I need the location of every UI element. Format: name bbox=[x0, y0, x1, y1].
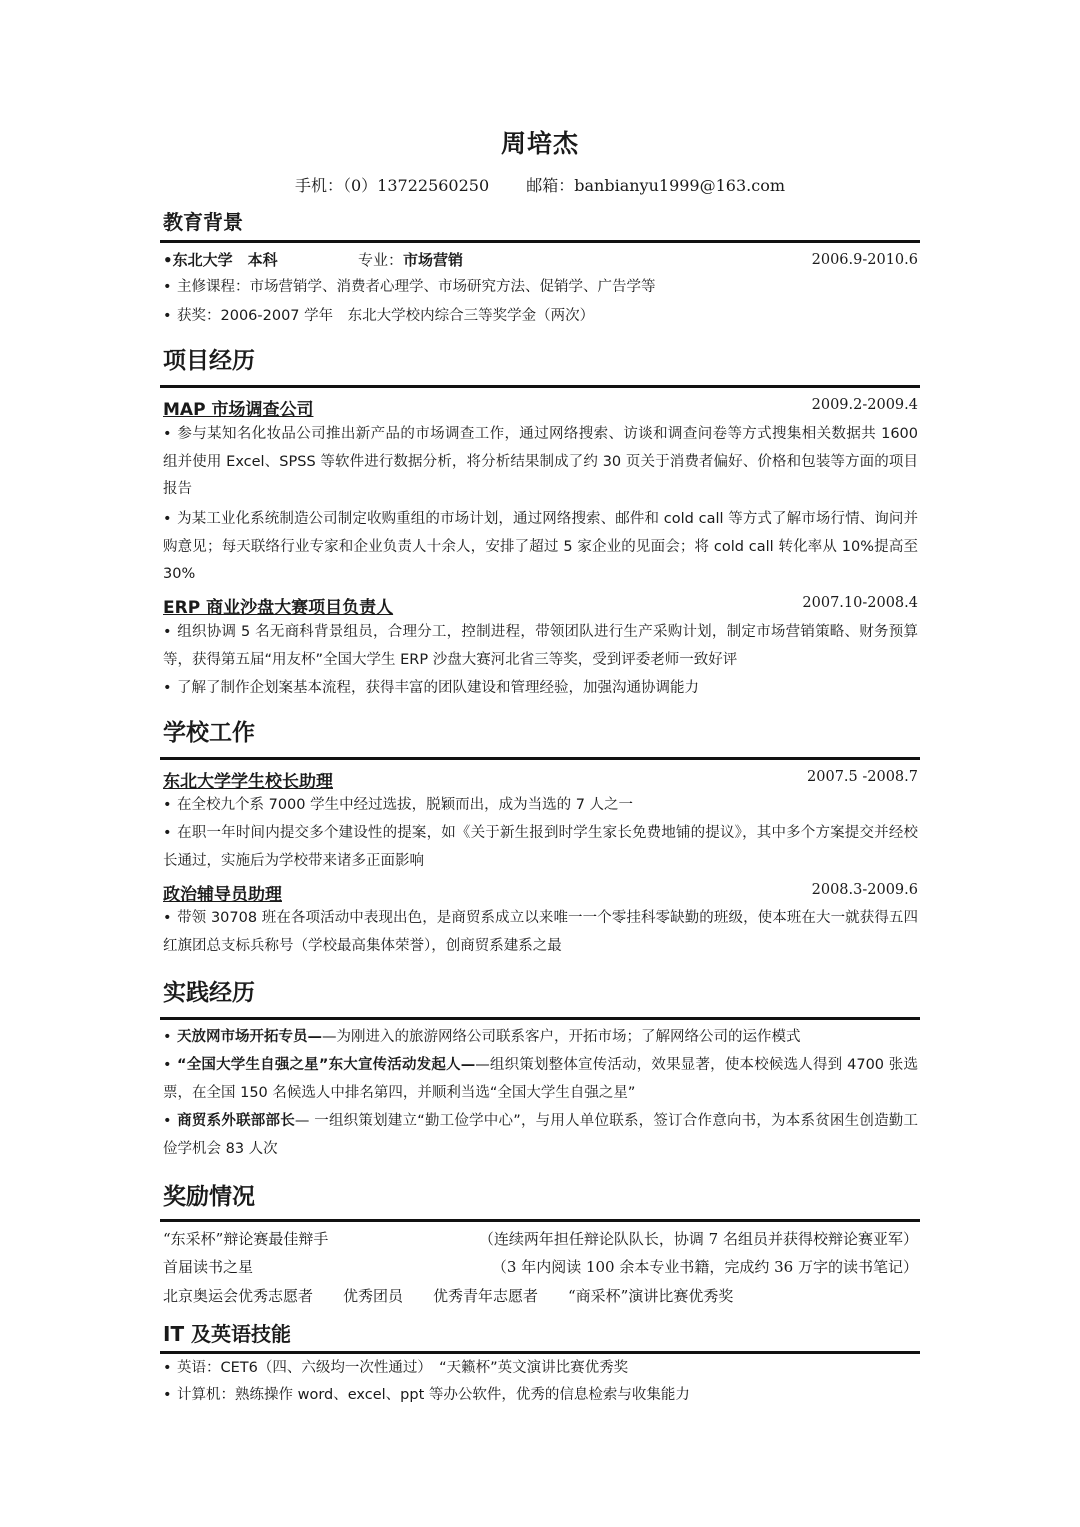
education-row bbox=[163, 250, 918, 270]
education-date: 2006.9-2010.6 bbox=[811, 252, 918, 268]
role-date: 2008.3-2009.6 bbox=[811, 882, 918, 898]
candidate-name: 周培杰 bbox=[500, 129, 579, 158]
award-name: 首届读书之星 bbox=[163, 1258, 254, 1276]
award-name: “东采杯”辩论赛最佳辩手 bbox=[163, 1230, 329, 1248]
section-title-skills: IT 及英语技能 bbox=[163, 1322, 292, 1346]
role-date: 2007.5 -2008.7 bbox=[807, 769, 918, 785]
major-label: 专业： bbox=[358, 251, 404, 269]
section-divider bbox=[160, 385, 920, 388]
section-divider bbox=[160, 240, 920, 243]
skill-item: • 计算机：熟练操作 word、excel、ppt 等办公软件，优秀的信息检索与收集能力 bbox=[163, 1387, 690, 1403]
project-date: 2007.10-2008.4 bbox=[802, 595, 918, 611]
major: 市场营销 bbox=[403, 251, 464, 269]
practice-item: • “全国大学生自强之星”东大宣传活动发起人——组织策划整体宣传活动，效果显著，使本校候选人得到 4700 张选票，在全国 150 名候选人中排名第四，并顺利当选“全国大学生自强之星” bbox=[163, 1057, 918, 1101]
award-note: （连续两年担任辩论队队长，协调 7 名组员并获得校辩论赛亚军） bbox=[478, 1230, 918, 1248]
role-bullet: • 在职一年时间内提交多个建设性的提案，如《关于新生报到时学生家长免费地铺的提议》，其中多个方案提交并经校长通过，实施后为学校带来诸多正面影响 bbox=[163, 825, 918, 869]
role-name: 政治辅导员助理 bbox=[163, 885, 282, 905]
section-divider bbox=[160, 1351, 920, 1354]
role-bullet: • 在全校九个系 7000 学生中经过选拔，脱颖而出，成为当选的 7 人之一 bbox=[163, 797, 634, 813]
practice-item: • 天放网市场开拓专员——为刚进入的旅游网络公司联系客户，开拓市场；了解网络公司的运作模式 bbox=[163, 1029, 801, 1045]
role-name: 东北大学学生校长助理 bbox=[163, 772, 333, 792]
project-bullet: • 为某工业化系统制造公司制定收购重组的市场计划，通过网络搜索、邮件和 cold call 等方式了解市场行情、询问并购意见；每天联络行业专家和企业负责人十余人，安排了超过 5 家企业的见面会；将 cold call 转化率从 10%提高至 30% bbox=[163, 511, 918, 582]
section-divider bbox=[160, 1017, 920, 1020]
project-bullet: • 参与某知名化妆品公司推出新产品的市场调查工作，通过网络搜索、访谈和调查问卷等方式搜集相关数据共 1600 组并使用 Excel、SPSS 等软件进行数据分析，将分析结果制成了约 30 页关于消费者偏好、价格和包装等方面的项目报告 bbox=[163, 426, 918, 497]
practice-item: • 商贸系外联部部长— 一组织策划建立“勤工俭学中心”，与用人单位联系，签订合作意向书，为本系贫困生创造勤工俭学机会 83 人次 bbox=[163, 1113, 918, 1157]
education-courses: • 主修课程：市场营销学、消费者心理学、市场研究方法、促销学、广告学等 bbox=[163, 279, 656, 295]
section-title-awards: 奖励情况 bbox=[163, 1184, 255, 1210]
project-date: 2009.2-2009.4 bbox=[811, 397, 918, 413]
school: •东北大学 本科 bbox=[163, 251, 278, 269]
section-divider bbox=[160, 1219, 920, 1222]
phone: 手机：（0）13722560250 bbox=[294, 176, 490, 195]
email: 邮箱：banbianyu1999@163.com bbox=[526, 176, 785, 195]
project-bullet: • 组织协调 5 名无商科背景组员，合理分工，控制进程，带领团队进行生产采购计划，制定市场营销策略、财务预算等，获得第五届“用友杯”全国大学生 ERP 沙盘大赛河北省三等奖，受到评委老师一致好评 bbox=[163, 624, 918, 668]
skill-item: • 英语：CET6（四、六级均一次性通过） “天籁杯”英文演讲比赛优秀奖 bbox=[163, 1360, 629, 1376]
education-awards: • 获奖：2006-2007 学年 东北大学校内综合三等奖学金（两次） bbox=[163, 308, 595, 324]
contact-line bbox=[0, 173, 1080, 196]
role-bullet: • 带领 30708 班在各项活动中表现出色，是商贸系成立以来唯一一个零挂科零缺勤的班级，使本班在大一就获得五四红旗团总支标兵称号（学校最高集体荣誉），创商贸系建系之最 bbox=[163, 910, 918, 954]
section-title-practice: 实践经历 bbox=[163, 980, 255, 1006]
project-name: ERP 商业沙盘大赛项目负责人 bbox=[163, 598, 394, 618]
project-bullet: • 了解了制作企划案基本流程，获得丰富的团队建设和管理经验，加强沟通协调能力 bbox=[163, 680, 699, 696]
section-title-projects: 项目经历 bbox=[163, 348, 255, 374]
section-title-education: 教育背景 bbox=[163, 210, 243, 234]
section-title-school-work: 学校工作 bbox=[163, 720, 255, 746]
award-name: 北京奥运会优秀志愿者 优秀团员 优秀青年志愿者 “商采杯”演讲比赛优秀奖 bbox=[163, 1287, 734, 1305]
award-note: （3 年内阅读 100 余本专业书籍，完成约 36 万字的读书笔记） bbox=[491, 1258, 918, 1276]
project-name: MAP 市场调查公司 bbox=[163, 400, 314, 420]
section-divider bbox=[160, 757, 920, 760]
